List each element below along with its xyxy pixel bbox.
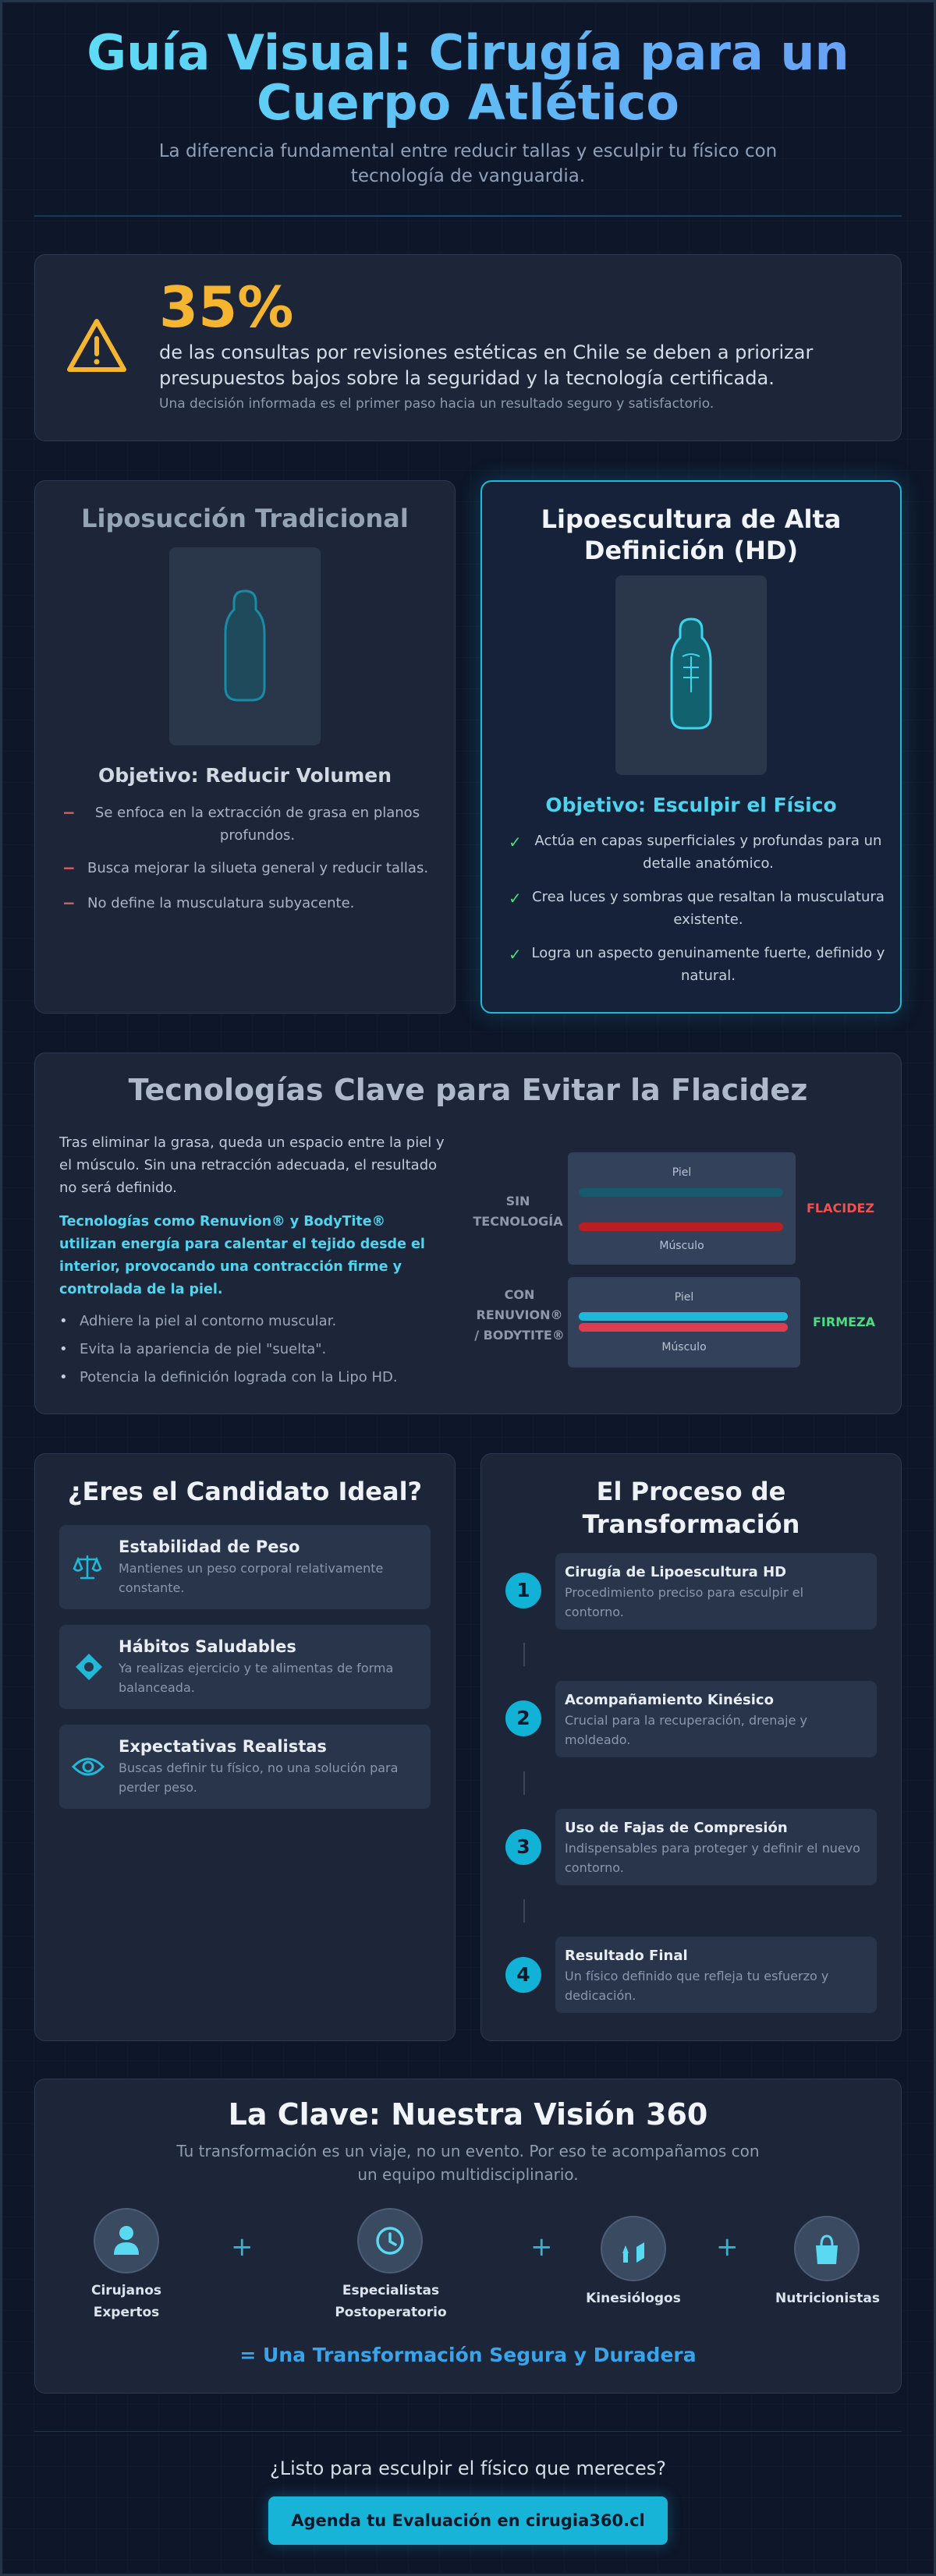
- firm-label: FIRMEZA: [813, 1315, 876, 1329]
- plus-icon: +: [231, 2231, 254, 2263]
- plus-icon: +: [716, 2231, 739, 2263]
- muscle-label: Músculo: [661, 1341, 707, 1353]
- tech-bullet: • Potencia la definición lograda con la Lipo HD.: [80, 1369, 398, 1385]
- nutrition-bag-icon: [796, 2217, 858, 2280]
- defined-body-icon: [615, 575, 767, 775]
- loose-skin-bar: [579, 1188, 783, 1197]
- step-connector: [523, 1899, 525, 1923]
- body-silhouette-icon: [169, 547, 321, 745]
- cta-question: ¿Listo para esculpir el físico que mereces?: [269, 2457, 667, 2479]
- step-desc: Procedimiento preciso para esculpir el contorno.: [565, 1585, 804, 1619]
- step-connector: [523, 1771, 525, 1795]
- with-tech-label: CON RENUVION® / BODYTITE®: [474, 1287, 565, 1343]
- hd-title: Lipoescultura de Alta Definición (HD): [541, 504, 842, 565]
- minus-icon: −: [62, 803, 76, 822]
- scale-icon: [72, 1552, 103, 1583]
- skin-label: Piel: [672, 1166, 692, 1179]
- eye-icon: [72, 1754, 105, 1779]
- header-divider: [34, 215, 902, 217]
- step-desc: Un físico definido que refleja tu esfuerzo y dedicación.: [565, 1969, 829, 2003]
- step-desc: Indispensables para proteger y definir el nuevo contorno.: [565, 1841, 860, 1875]
- minus-icon: −: [62, 858, 76, 877]
- candidate-item-desc: Ya realizas ejercicio y te alimentas de forma balanceada.: [119, 1661, 394, 1695]
- kinesiology-icon: [602, 2217, 665, 2280]
- traditional-item: No define la musculatura subyacente.: [87, 895, 355, 911]
- vision-title: La Clave: Nuestra Visión 360: [228, 2097, 708, 2132]
- vision-result: = Una Transformación Segura y Duradera: [239, 2344, 697, 2366]
- check-icon: ✓: [509, 945, 522, 964]
- member-label: Kinesiólogos: [586, 2291, 681, 2306]
- vision-subtitle: Tu transformación es un viaje, no un evento. Por eso te acompañamos con un equipo multidisciplinario.: [176, 2142, 760, 2184]
- tech-bullet: • Evita la apariencia de piel "suelta".: [80, 1341, 326, 1357]
- tech-bullet: • Adhiere la piel al contorno muscular.: [80, 1313, 336, 1329]
- minus-icon: −: [62, 893, 76, 912]
- process-title: El Proceso de Transformación: [582, 1477, 800, 1539]
- candidate-item-desc: Mantienes un peso corporal relativamente constante.: [119, 1561, 384, 1595]
- book-evaluation-button[interactable]: Agenda tu Evaluación en cirugia360.cl: [268, 2496, 668, 2545]
- habits-icon: [73, 1651, 105, 1683]
- clock-icon: [359, 2210, 421, 2272]
- tech-highlight: Tecnologías como Renuvion® y BodyTite® utilizan energía para calentar el tejido desde el interior, provocando una contracción firme y controlada de la piel.: [59, 1214, 425, 1297]
- traditional-objective: Objetivo: Reducir Volumen: [98, 764, 392, 787]
- check-icon: ✓: [509, 889, 522, 908]
- step-title: Uso de Fajas de Compresión: [565, 1820, 788, 1836]
- check-icon: ✓: [509, 833, 522, 851]
- cta-divider: [34, 2431, 902, 2432]
- muscle-bar: [579, 1323, 788, 1332]
- firm-skin-bar: [579, 1312, 788, 1321]
- step-number: 3: [505, 1829, 541, 1865]
- candidate-item-title: Hábitos Saludables: [119, 1637, 296, 1656]
- candidate-item-title: Expectativas Realistas: [119, 1737, 327, 1756]
- hd-item: Logra un aspecto genuinamente fuerte, definido y natural.: [531, 945, 885, 984]
- step-title: Cirugía de Lipoescultura HD: [565, 1564, 787, 1580]
- member-circle: [94, 2208, 159, 2273]
- flaccid-label: FLACIDEZ: [807, 1201, 875, 1215]
- without-tech-label: SIN TECNOLOGÍA: [473, 1194, 563, 1229]
- step-connector: [523, 1643, 525, 1666]
- member-label: Nutricionistas: [775, 2291, 881, 2306]
- surgeon-icon: [95, 2210, 158, 2272]
- muscle-bar: [579, 1223, 783, 1231]
- member-circle: [601, 2216, 666, 2281]
- member-circle: [357, 2208, 423, 2273]
- step-number: 2: [505, 1700, 541, 1736]
- candidate-item-title: Estabilidad de Peso: [119, 1537, 300, 1556]
- traditional-item: Busca mejorar la silueta general y reducir tallas.: [87, 860, 429, 876]
- hd-item: Actúa en capas superficiales y profundas para un detalle anatómico.: [534, 833, 882, 872]
- step-desc: Crucial para la recuperación, drenaje y moldeado.: [565, 1713, 807, 1747]
- member-circle: [794, 2216, 860, 2281]
- skin-label: Piel: [674, 1291, 694, 1304]
- step-title: Acompañamiento Kinésico: [565, 1692, 774, 1708]
- step-number: 4: [505, 1957, 541, 1993]
- stat-value: 35%: [159, 274, 294, 340]
- plus-icon: +: [530, 2231, 553, 2263]
- warning-icon: [66, 317, 128, 374]
- muscle-label: Músculo: [659, 1240, 704, 1252]
- step-title: Resultado Final: [565, 1948, 688, 1964]
- member-label: Cirujanos Expertos: [91, 2283, 161, 2320]
- traditional-item: Se enfoca en la extracción de grasa en planos profundos.: [94, 805, 420, 844]
- traditional-figure: [169, 547, 321, 745]
- step-number: 1: [505, 1573, 541, 1608]
- traditional-title: Liposucción Tradicional: [81, 504, 409, 533]
- page-title: Guía Visual: Cirugía para un Cuerpo Atlético: [47, 28, 889, 128]
- page-subtitle: La diferencia fundamental entre reducir tallas y esculpir tu físico con tecnología de vanguardia.: [158, 141, 778, 186]
- stat-text: de las consultas por revisiones estéticas en Chile se deben a priorizar presupuestos bajos sobre la seguridad y la tecnología certificada.: [159, 341, 814, 389]
- member-label: Especialistas Postoperatorio: [335, 2283, 447, 2320]
- hd-item: Crea luces y sombras que resaltan la musculatura existente.: [532, 889, 885, 928]
- hd-figure: [615, 575, 767, 775]
- candidate-title: ¿Eres el Candidato Ideal?: [67, 1477, 423, 1506]
- stat-note: Una decisión informada es el primer paso hacia un resultado seguro y satisfactorio.: [159, 396, 714, 412]
- tech-title: Tecnologías Clave para Evitar la Flacidez: [128, 1073, 808, 1107]
- tech-intro: Tras eliminar la grasa, queda un espacio entre la piel y el músculo. Sin una retracción adecuada, el resultado no será definido.: [59, 1134, 445, 1196]
- candidate-item-desc: Buscas definir tu físico, no una solución para perder peso.: [119, 1760, 399, 1795]
- hd-objective: Objetivo: Esculpir el Físico: [545, 794, 837, 816]
